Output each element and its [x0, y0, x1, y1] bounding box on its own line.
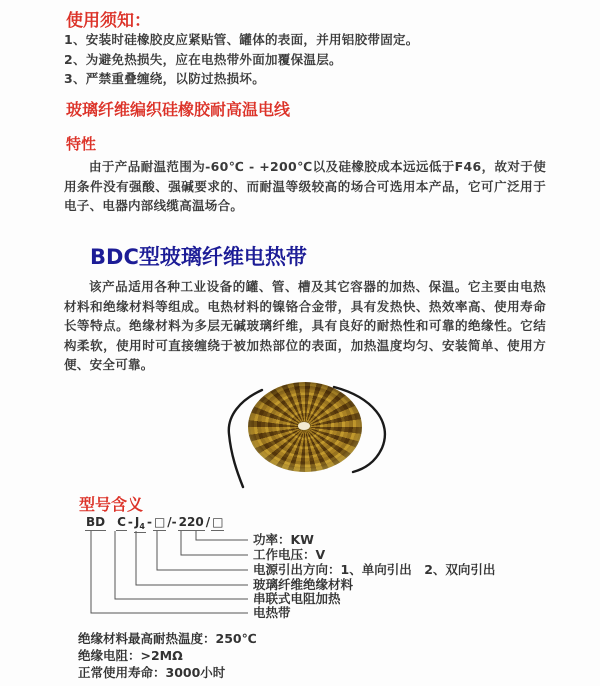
- usage-notice-item-2: 2、为避免热损失，应在电热带外面加覆保温层。: [64, 52, 342, 67]
- model-label-fiberglass-insulation: 玻璃纤维绝缘材料: [253, 577, 354, 592]
- model-label-lead-direction: 电源引出方向：1、单向引出 2、双向引出: [253, 562, 496, 577]
- model-meaning-title: 型号含义: [79, 495, 144, 514]
- usage-notice-item-3: 3、严禁重叠缠绕，以防过热损坏。: [64, 71, 265, 86]
- code-dash-2: -: [146, 515, 152, 529]
- features-paragraph: 由于产品耐温范围为-60℃ - +200℃以及硅橡胶成本远远低于F46，故对于使用条件没有强酸、强碱要求的、而耐温等级较高的场合可选用本产品，它可广泛用于电子、电器内部线缆高温场合。: [64, 159, 546, 213]
- model-label-power: 功率：KW: [253, 532, 314, 547]
- code-slash-1: /-: [167, 515, 177, 529]
- usage-notice-title: 使用须知：: [66, 11, 151, 31]
- model-code: [85, 515, 224, 533]
- lead-wires-image: [222, 376, 400, 492]
- code-box-1: □: [153, 515, 166, 529]
- model-label-heating-tape: 电热带: [253, 605, 291, 620]
- model-label-series-resistance-heating: 串联式电阻加热: [253, 591, 341, 606]
- code-box-2: □: [212, 515, 224, 529]
- model-label-voltage: 工作电压：V: [253, 547, 326, 562]
- spec-service-life: 正常使用寿命：3000小时: [78, 665, 226, 680]
- spec-insulation-resistance: 绝缘电阻：>2MΩ: [78, 648, 183, 663]
- code-bd: BD: [86, 515, 106, 529]
- spec-max-heat-temperature: 绝缘材料最高耐热温度：250℃: [78, 631, 257, 646]
- features-title: 特性: [66, 135, 97, 153]
- product-title: BDC型玻璃纤维电热带: [90, 245, 307, 269]
- code-slash-2: /: [205, 515, 211, 529]
- product-photo-heating-tape-coil: [222, 376, 400, 492]
- product-paragraph: 该产品适用各种工业设备的罐、管、槽及其它容器的加热、保温。它主要由电热材料和绝缘材料等组成。电热材料的镍铬合金带，具有发热快、热效率高、使用寿命长等特点。绝缘材料为多层无碱玻璃纤维，具有良好的耐热性和可靠的绝缘性。它结构柔软，使用时可直接缠绕于被加热部位的表面，加热温度均匀、安装简单、使用方便、安全可靠。: [64, 279, 546, 372]
- wire-section-title: 玻璃纤维编织硅橡胶耐高温电线: [66, 100, 291, 119]
- code-220: 220: [178, 515, 204, 529]
- code-c: C: [117, 515, 126, 529]
- code-dash-1: -: [127, 515, 133, 529]
- usage-notice-item-1: 1、安装时硅橡胶皮应紧贴管、罐体的表面，并用铝胶带固定。: [64, 32, 419, 47]
- code-j4: $J_4$: [134, 515, 145, 531]
